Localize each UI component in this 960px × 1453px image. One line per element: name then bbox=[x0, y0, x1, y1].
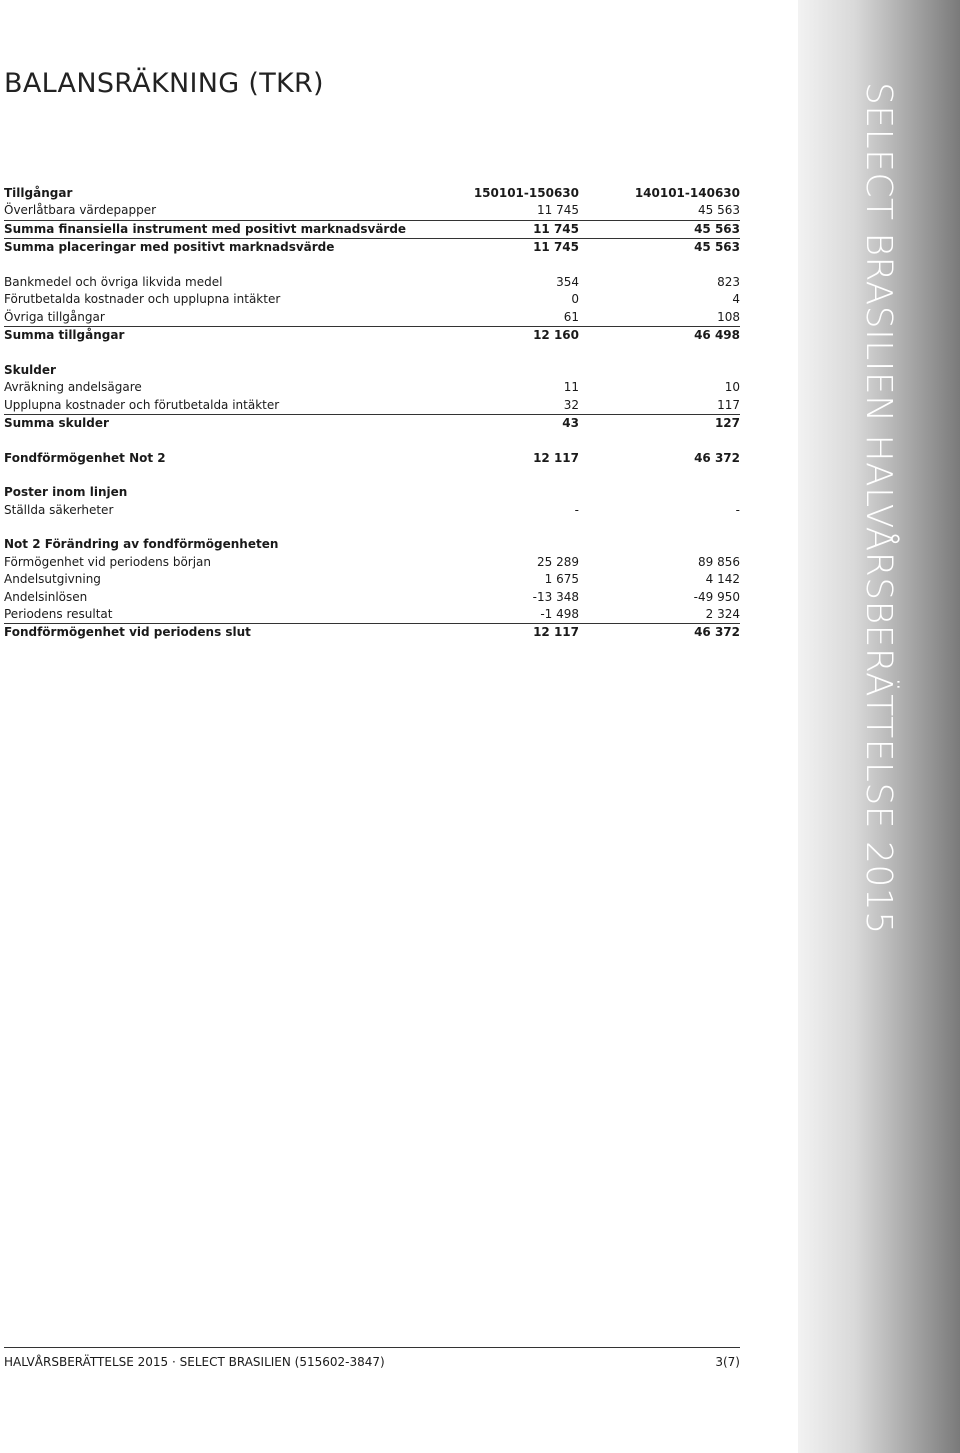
row-label: Ställda säkerheter bbox=[4, 502, 114, 517]
row-value-2014: 108 bbox=[717, 309, 740, 324]
row-label: Förutbetalda kostnader och upplupna intäkter bbox=[4, 292, 281, 307]
side-title: SELECT BRASILIEN HALVÅRSBERÄTTELSE 2015 bbox=[858, 82, 899, 935]
row-label: Upplupna kostnader och förutbetalda intäkter bbox=[4, 397, 280, 412]
row-value-2014: 117 bbox=[717, 397, 740, 412]
row-value-2015: -1 498 bbox=[540, 606, 579, 621]
row-label: Överlåtbara värdepapper bbox=[4, 203, 157, 218]
row-value-2014: 4 142 bbox=[705, 572, 740, 587]
row-label: Andelsutgivning bbox=[4, 572, 101, 587]
row-value-2014: 45 563 bbox=[694, 221, 740, 236]
row-value-2014: 46 372 bbox=[694, 450, 740, 465]
row-value-2014: 140101-140630 bbox=[634, 186, 740, 200]
table-row bbox=[4, 397, 740, 414]
row-label: Andelsinlösen bbox=[4, 589, 88, 604]
table-spacer bbox=[4, 257, 740, 274]
row-value-2014: 89 856 bbox=[698, 554, 740, 569]
table-spacer bbox=[4, 519, 740, 536]
footer-document-info: HALVÅRSBERÄTTELSE 2015 · SELECT BRASILIEN (515602-3847) bbox=[4, 1355, 385, 1369]
table-spacer bbox=[4, 467, 740, 484]
row-label: Förmögenhet vid periodens början bbox=[4, 554, 212, 569]
row-label: Fondförmögenhet vid periodens slut bbox=[4, 625, 251, 640]
table-row bbox=[4, 450, 740, 467]
table-row bbox=[4, 554, 740, 571]
table-row bbox=[4, 220, 740, 238]
footer-page-number: 3(7) bbox=[715, 1355, 740, 1369]
row-value-2015: -13 348 bbox=[532, 589, 579, 604]
row-label: Periodens resultat bbox=[4, 606, 113, 621]
table-row bbox=[4, 291, 740, 308]
page-title: BALANSRÄKNING (TKR) bbox=[4, 68, 324, 99]
row-value-2015: 12 117 bbox=[533, 450, 579, 465]
row-value-2015: 11 745 bbox=[533, 221, 579, 236]
row-value-2015: 11 745 bbox=[537, 203, 579, 218]
row-value-2015: 11 bbox=[563, 380, 579, 395]
row-value-2014: - bbox=[735, 502, 740, 517]
table-row bbox=[4, 502, 740, 519]
row-value-2015: 25 289 bbox=[537, 554, 579, 569]
row-value-2015: 0 bbox=[571, 292, 579, 307]
row-value-2015: 32 bbox=[563, 397, 579, 412]
row-label: Summa finansiella instrument med positivt marknadsvärde bbox=[4, 221, 407, 236]
row-label: Övriga tillgångar bbox=[4, 309, 105, 324]
table-row bbox=[4, 362, 740, 379]
row-label: Fondförmögenhet Not 2 bbox=[4, 450, 166, 465]
row-label: Summa tillgångar bbox=[4, 328, 125, 343]
balance-sheet-table bbox=[4, 185, 740, 642]
row-label: Summa skulder bbox=[4, 415, 109, 430]
footer-divider bbox=[4, 1347, 740, 1348]
row-value-2015: 354 bbox=[556, 274, 579, 289]
table-spacer bbox=[4, 432, 740, 449]
row-label: Tillgångar bbox=[4, 186, 73, 200]
row-value-2014: 127 bbox=[714, 415, 740, 430]
row-value-2015: 61 bbox=[563, 309, 579, 324]
row-value-2014: 46 372 bbox=[694, 625, 740, 640]
table-row bbox=[4, 326, 740, 344]
row-value-2014: 45 563 bbox=[694, 240, 740, 255]
table-row bbox=[4, 238, 740, 256]
row-value-2014: 4 bbox=[732, 292, 740, 307]
row-value-2015: - bbox=[574, 502, 579, 517]
table-row bbox=[4, 536, 740, 553]
table-row bbox=[4, 202, 740, 219]
row-label: Poster inom linjen bbox=[4, 485, 128, 500]
row-value-2014: 45 563 bbox=[698, 203, 740, 218]
table-row bbox=[4, 379, 740, 396]
table-row bbox=[4, 185, 740, 202]
table-row bbox=[4, 274, 740, 291]
row-value-2014: 823 bbox=[717, 274, 740, 289]
row-label: Skulder bbox=[4, 362, 56, 377]
table-row bbox=[4, 623, 740, 641]
table-row bbox=[4, 571, 740, 588]
row-label: Not 2 Förändring av fondförmögenheten bbox=[4, 537, 279, 552]
row-value-2015: 150101-150630 bbox=[473, 186, 579, 200]
row-value-2015: 12 117 bbox=[533, 625, 579, 640]
row-value-2015: 1 675 bbox=[544, 572, 579, 587]
row-label: Avräkning andelsägare bbox=[4, 380, 142, 395]
table-row bbox=[4, 309, 740, 326]
row-value-2015: 11 745 bbox=[533, 240, 579, 255]
table-row bbox=[4, 589, 740, 606]
table-spacer bbox=[4, 344, 740, 361]
row-label: Bankmedel och övriga likvida medel bbox=[4, 274, 223, 289]
table-row bbox=[4, 414, 740, 432]
table-row bbox=[4, 484, 740, 501]
row-value-2014: 46 498 bbox=[694, 328, 740, 343]
row-label: Summa placeringar med positivt marknadsvärde bbox=[4, 240, 335, 255]
row-value-2014: 2 324 bbox=[705, 606, 740, 621]
row-value-2015: 12 160 bbox=[533, 328, 579, 343]
row-value-2014: -49 950 bbox=[693, 589, 740, 604]
row-value-2015: 43 bbox=[562, 415, 579, 430]
row-value-2014: 10 bbox=[724, 380, 740, 395]
table-row bbox=[4, 606, 740, 623]
